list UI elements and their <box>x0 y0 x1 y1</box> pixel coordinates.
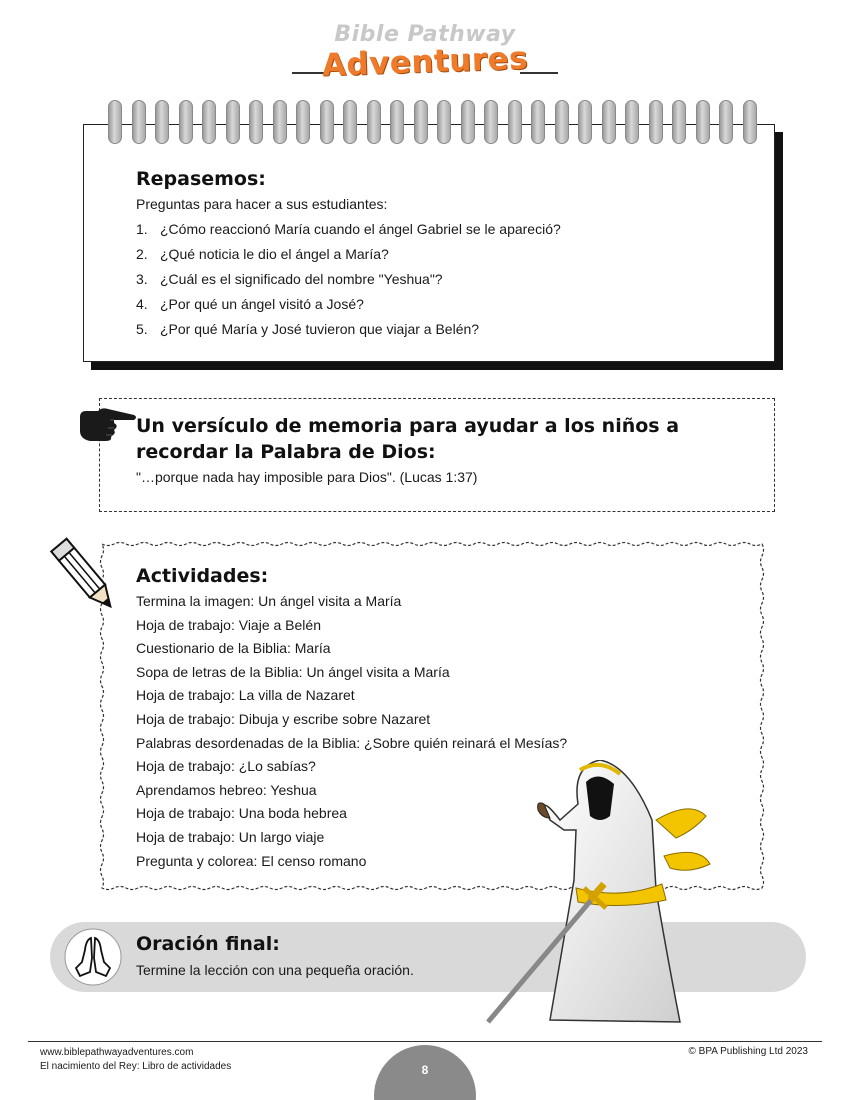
logo-line1: Bible Pathway <box>334 22 516 47</box>
pointing-hand-icon <box>76 403 138 445</box>
spiral-ring <box>108 100 122 144</box>
activity-item: Pregunta y colorea: El censo romano <box>136 852 367 869</box>
review-intro: Preguntas para hacer a sus estudiantes: <box>136 196 388 212</box>
review-question: 5. ¿Por qué María y José tuvieron que viajar a Belén? <box>136 321 480 337</box>
spiral-ring <box>226 100 240 144</box>
closing-prayer-title: Oración final: <box>136 933 280 955</box>
spiral-ring <box>343 100 357 144</box>
activity-item: Hoja de trabajo: Un largo viaje <box>136 828 325 845</box>
spiral-ring <box>602 100 616 144</box>
review-question: 2. ¿Qué noticia le dio el ángel a María? <box>136 246 389 262</box>
spiral-ring <box>625 100 639 144</box>
activity-item: Hoja de trabajo: La villa de Nazaret <box>136 687 355 704</box>
spiral-ring <box>414 100 428 144</box>
activity-item: Hoja de trabajo: ¿Lo sabías? <box>136 758 316 775</box>
spiral-ring <box>320 100 334 144</box>
spiral-ring <box>531 100 545 144</box>
spiral-ring <box>461 100 475 144</box>
activity-item: Sopa de letras de la Biblia: Un ángel visita a María <box>136 663 450 680</box>
memory-verse-title: Un versículo de memoria para ayudar a los niños a recordar la Palabra de Dios: <box>136 415 680 463</box>
review-question: 4. ¿Por qué un ángel visitó a José? <box>136 296 364 312</box>
angel-illustration <box>480 760 730 1030</box>
spiral-ring <box>649 100 663 144</box>
logo-line2: Adventures <box>321 40 529 84</box>
spiral-ring <box>202 100 216 144</box>
review-question-list <box>136 220 561 345</box>
spiral-ring <box>367 100 381 144</box>
spiral-ring <box>179 100 193 144</box>
spiral-ring <box>155 100 169 144</box>
spiral-ring <box>437 100 451 144</box>
spiral-ring <box>696 100 710 144</box>
review-title: Repasemos: <box>136 168 266 190</box>
activity-item: Aprendamos hebreo: Yeshua <box>136 781 317 798</box>
spiral-ring <box>273 100 287 144</box>
pencil-icon <box>44 530 124 620</box>
spiral-ring <box>390 100 404 144</box>
spiral-ring <box>743 100 757 144</box>
spiral-ring <box>484 100 498 144</box>
activity-item: Palabras desordenadas de la Biblia: ¿Sobre quién reinará el Mesías? <box>136 734 568 751</box>
spiral-ring <box>719 100 733 144</box>
activity-item: Hoja de trabajo: Dibuja y escribe sobre Nazaret <box>136 710 431 727</box>
footer-copyright: © BPA Publishing Ltd 2023 <box>688 1046 808 1057</box>
activities-title: Actividades: <box>136 565 269 587</box>
footer-rule <box>28 1041 822 1042</box>
footer-book-title: El nacimiento del Rey: Libro de actividades <box>40 1061 232 1072</box>
spiral-ring <box>508 100 522 144</box>
activity-item: Hoja de trabajo: Viaje a Belén <box>136 616 321 633</box>
spiral-ring <box>672 100 686 144</box>
spiral-ring <box>555 100 569 144</box>
activity-item: Hoja de trabajo: Una boda hebrea <box>136 805 347 822</box>
spiral-ring <box>296 100 310 144</box>
spiral-ring <box>578 100 592 144</box>
header-logo <box>0 18 850 88</box>
review-question: 1. ¿Cómo reaccionó María cuando el ángel Gabriel se le apareció? <box>136 221 561 237</box>
footer-left <box>40 1046 231 1074</box>
footer-website[interactable]: www.biblepathwayadventures.com <box>40 1047 194 1058</box>
spiral-ring <box>249 100 263 144</box>
closing-prayer-text: Termine la lección con una pequeña oración. <box>136 962 414 978</box>
activity-item: Cuestionario de la Biblia: María <box>136 640 331 657</box>
notebook-spiral-rings <box>108 100 758 148</box>
memory-verse-text: "…porque nada hay imposible para Dios". (Lucas 1:37) <box>136 469 478 485</box>
activity-item: Termina la imagen: Un ángel visita a María <box>136 593 402 609</box>
praying-hands-icon <box>64 928 122 986</box>
page-number: 8 <box>421 1063 429 1077</box>
review-question: 3. ¿Cuál es el significado del nombre "Yeshua"? <box>136 271 443 287</box>
spiral-ring <box>132 100 146 144</box>
